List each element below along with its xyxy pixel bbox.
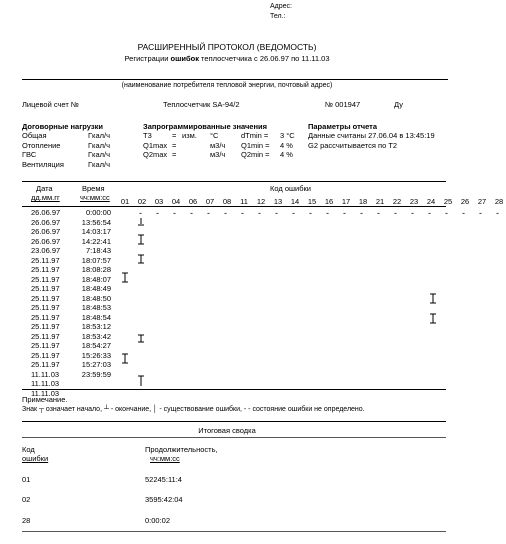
existence-mark xyxy=(122,354,128,363)
code-col: 15 xyxy=(307,197,317,206)
notes-title: Примечание. xyxy=(22,395,68,404)
code-col: 27 xyxy=(477,197,487,206)
existence-mark xyxy=(430,294,436,303)
programmed-d: °С м3/ч м3/ч xyxy=(210,131,226,159)
date-cell: 25.11.97 xyxy=(31,284,60,293)
summary-top-line xyxy=(22,421,446,422)
summary-title-line xyxy=(22,437,446,438)
date-cell: 26.06.97 xyxy=(31,236,61,246)
programmed-f: 3 °С 4 % 4 % xyxy=(280,131,295,159)
summary-code-cell: 02 xyxy=(22,495,31,504)
du-label: Ду xyxy=(394,100,403,109)
start-mark xyxy=(138,376,144,386)
time-cell: 7:18:43 xyxy=(85,246,111,255)
date-cell: 25.11.97 xyxy=(31,274,60,284)
undetermined-dash: - xyxy=(292,208,295,218)
time-cell: 15:27:03 xyxy=(81,360,111,369)
time-cell: 23:59:59 xyxy=(81,369,111,379)
date-cell: 25.11.97 xyxy=(31,341,60,350)
code-col: 23 xyxy=(409,197,419,206)
date-format: дд.мм.гг xyxy=(31,193,60,202)
params-title: Параметры отчета xyxy=(308,122,378,131)
code-col: 01 xyxy=(120,197,130,206)
code-col: 07 xyxy=(205,197,215,206)
code-col: 24 xyxy=(426,197,436,206)
consumer-caption: (наименование потребителя тепловой энергии, почтовый адрес) xyxy=(121,82,333,89)
report-subtitle: Регистрации ошибок теплосчетчика с 26.06.97 по 11.11.03 xyxy=(124,54,330,63)
end-mark xyxy=(138,218,144,225)
undetermined-dash: - xyxy=(343,208,346,218)
date-cell: 26.06.97 xyxy=(31,227,61,236)
code-col: 13 xyxy=(273,197,283,206)
date-cell: 25.11.97 xyxy=(31,255,60,265)
summary-code-header-2: ошибки xyxy=(22,454,49,463)
undetermined-dash: - xyxy=(224,208,227,218)
undetermined-dash: - xyxy=(411,208,414,218)
code-col: 14 xyxy=(290,197,300,206)
existence-mark xyxy=(138,255,144,263)
date-cell: 25.11.97 xyxy=(31,322,60,331)
time-cell: 14:22:41 xyxy=(81,236,111,246)
programmed-c: изм. xyxy=(182,131,197,140)
code-col: 17 xyxy=(341,197,351,206)
time-cell: 18:54:27 xyxy=(81,341,111,350)
notes-legend: Знак ┬ означает начало, ┴ - окончание, │ - существование ошибки, - - состояние ошибки не определено. xyxy=(22,406,365,413)
date-cell: 25.11.97 xyxy=(31,265,60,274)
undetermined-dash: - xyxy=(275,208,278,218)
date-header: Дата xyxy=(36,184,53,193)
time-cell: 14:03:17 xyxy=(81,227,111,236)
existence-mark xyxy=(138,335,144,342)
undetermined-dash: - xyxy=(462,208,465,218)
undetermined-dash: - xyxy=(377,208,380,218)
time-cell: 18:53:12 xyxy=(81,322,111,331)
code-col: 06 xyxy=(188,197,198,206)
date-cell: 25.11.97 xyxy=(31,293,60,303)
loads-title: Договорные нагрузки xyxy=(22,122,103,131)
summary-code-cell: 01 xyxy=(22,475,31,484)
time-cell: 18:48:53 xyxy=(81,303,111,312)
date-cell: 25.11.97 xyxy=(31,360,60,369)
date-cell: 25.11.97 xyxy=(31,303,60,312)
time-cell: 15:26:33 xyxy=(81,350,111,360)
account-label: Лицевой счет № xyxy=(22,100,79,109)
undetermined-dash: - xyxy=(445,208,448,218)
undetermined-dash: - xyxy=(190,208,193,218)
time-cell: 18:08:28 xyxy=(81,265,111,274)
code-col: 02 xyxy=(137,197,147,206)
undetermined-dash: - xyxy=(479,208,482,218)
existence-mark xyxy=(122,273,128,282)
time-cell: 13:56:54 xyxy=(81,217,111,227)
undetermined-dash: - xyxy=(173,208,176,218)
undetermined-dash: - xyxy=(309,208,312,218)
undetermined-dash: - xyxy=(139,208,142,218)
time-header: Время xyxy=(82,184,105,193)
date-cell: 11.11.03 xyxy=(31,388,60,398)
time-cell: 18:48:07 xyxy=(81,274,111,284)
code-col: 28 xyxy=(494,197,504,206)
date-cell: 23.06.97 xyxy=(31,246,61,255)
meter-label: Теплосчетчик SA-94/2 xyxy=(163,100,240,109)
undetermined-dash: - xyxy=(241,208,244,218)
time-cell: 18:48:54 xyxy=(81,312,111,322)
summary-title: Итоговая сводка xyxy=(198,426,256,435)
time-cell: 0:00:00 xyxy=(85,208,111,217)
code-col: 08 xyxy=(222,197,232,206)
code-col: 25 xyxy=(443,197,453,206)
phone-label: Тел.: xyxy=(270,13,286,20)
code-header: Код ошибки xyxy=(270,184,311,193)
summary-code-cell: 28 xyxy=(22,516,31,525)
params-line2: G2 рассчитывается по Т2 xyxy=(308,141,398,150)
undetermined-dash: - xyxy=(394,208,397,218)
code-col: 16 xyxy=(324,197,334,206)
date-cell: 25.11.97 xyxy=(31,331,60,341)
date-cell: 11.11.03 xyxy=(31,379,60,388)
date-cell: 11.11.03 xyxy=(31,369,60,379)
summary-duration-cell: 3595:42:04 xyxy=(145,495,183,504)
undetermined-dash: - xyxy=(326,208,329,218)
summary-bottom-line xyxy=(22,531,446,532)
loads-units: Гкал/ч Гкал/ч Гкал/ч Гкал/ч xyxy=(88,131,111,169)
existence-mark xyxy=(430,314,436,323)
time-cell: 18:48:50 xyxy=(81,293,111,303)
params-line1: Данные считаны 27.06.04 в 13:45:19 xyxy=(308,131,435,140)
summary-code-header: Код xyxy=(22,445,35,454)
code-col: 03 xyxy=(154,197,164,206)
undetermined-dash: - xyxy=(360,208,363,218)
undetermined-dash: - xyxy=(258,208,261,218)
code-col: 21 xyxy=(375,197,385,206)
code-col: 18 xyxy=(358,197,368,206)
code-col: 26 xyxy=(460,197,470,206)
date-cell: 26.06.97 xyxy=(31,217,61,227)
report-title: РАСШИРЕННЫЙ ПРОТОКОЛ (ВЕДОМОСТЬ) xyxy=(137,42,317,52)
summary-duration-cell: 0:00:02 xyxy=(145,516,171,525)
loads-names: Общая Отопление ГВС Вентиляция xyxy=(22,131,64,169)
undetermined-dash: - xyxy=(207,208,210,218)
undetermined-dash: - xyxy=(428,208,431,218)
code-col: 12 xyxy=(256,197,266,206)
programmed-b: = = = xyxy=(172,131,177,159)
code-col: 22 xyxy=(392,197,402,206)
date-cell: 25.11.97 xyxy=(31,312,60,322)
summary-duration-header: Продолжительность, xyxy=(145,445,218,454)
time-format: чч:мм:сс xyxy=(80,193,110,202)
programmed-a: Т3 Q1max Q2max xyxy=(143,131,168,159)
summary-duration-header-2: чч:мм:сс xyxy=(150,454,180,463)
programmed-title: Запрограммированные значения xyxy=(143,122,267,131)
code-col: 11 xyxy=(240,197,248,206)
meter-number: № 001947 xyxy=(325,100,361,109)
address-label: Адрес: xyxy=(270,3,292,10)
time-cell: 18:48:49 xyxy=(81,284,111,293)
time-cell: 18:53:42 xyxy=(81,331,111,341)
programmed-e: dTmin = Q1min = Q2min = xyxy=(241,131,270,159)
table-bottom-line xyxy=(22,389,446,390)
code-col: 04 xyxy=(171,197,181,206)
existence-mark xyxy=(138,235,144,244)
date-cell: 25.11.97 xyxy=(31,350,60,360)
time-cell: 18:07:57 xyxy=(81,255,111,265)
undetermined-dash: - xyxy=(496,208,499,218)
date-cell: 26.06.97 xyxy=(31,208,61,217)
undetermined-dash: - xyxy=(156,208,159,218)
summary-duration-cell: 52245:11:4 xyxy=(145,475,182,484)
